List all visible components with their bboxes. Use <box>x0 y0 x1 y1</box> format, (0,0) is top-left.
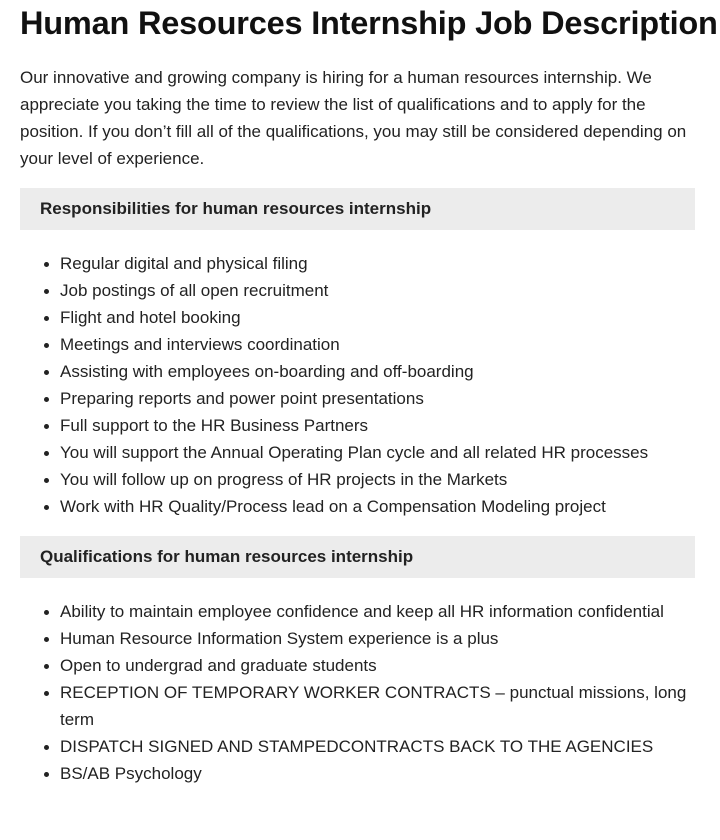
list-item: Human Resource Information System experience is a plus <box>60 625 700 652</box>
list-item: Ability to maintain employee confidence and keep all HR information confidential <box>60 598 700 625</box>
list-item: Open to undergrad and graduate students <box>60 652 700 679</box>
list-item: RECEPTION OF TEMPORARY WORKER CONTRACTS – punctual missions, long term <box>60 679 700 733</box>
list-item: Flight and hotel booking <box>60 304 700 331</box>
list-item: BS/AB Psychology <box>60 760 700 787</box>
list-item: Full support to the HR Business Partners <box>60 412 700 439</box>
list-item: Work with HR Quality/Process lead on a Compensation Modeling project <box>60 493 700 520</box>
list-item: Regular digital and physical filing <box>60 250 700 277</box>
responsibilities-list <box>20 250 700 520</box>
list-item: Job postings of all open recruitment <box>60 277 700 304</box>
list-item: You will follow up on progress of HR projects in the Markets <box>60 466 700 493</box>
list-item: You will support the Annual Operating Plan cycle and all related HR processes <box>60 439 700 466</box>
intro-paragraph: Our innovative and growing company is hiring for a human resources internship. We appreciate you taking the time to review the list of qualifications and to apply for the position. If you don’t fill all of the qualifications, you may still be considered depending on your level of experience. <box>20 68 687 168</box>
responsibilities-heading: Responsibilities for human resources internship <box>20 188 695 230</box>
list-item: Meetings and interviews coordination <box>60 331 700 358</box>
list-item: Assisting with employees on-boarding and off-boarding <box>60 358 700 385</box>
qualifications-list <box>20 598 700 787</box>
page-title: Human Resources Internship Job Description <box>20 5 718 41</box>
qualifications-heading: Qualifications for human resources internship <box>20 536 695 578</box>
list-item: Preparing reports and power point presentations <box>60 385 700 412</box>
list-item: DISPATCH SIGNED AND STAMPEDCONTRACTS BACK TO THE AGENCIES <box>60 733 700 760</box>
